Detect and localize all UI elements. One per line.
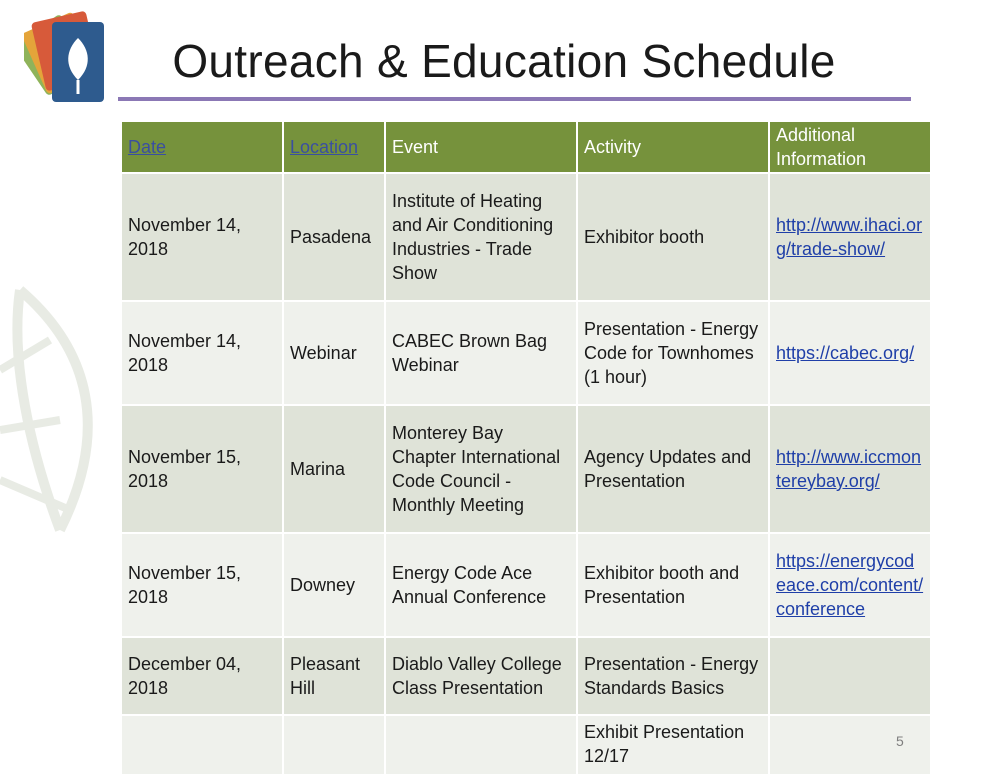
cell-event: Energy Code Ace Annual Conference <box>385 533 577 637</box>
cell-location: Pleasant Hill <box>283 637 385 715</box>
cell-info <box>769 533 931 637</box>
cell-event: Diablo Valley College Class Presentation <box>385 637 577 715</box>
page-title: Outreach & Education Schedule <box>172 35 836 87</box>
cell-info <box>769 173 931 301</box>
cell-location: Downey <box>283 533 385 637</box>
cell-info <box>769 405 931 533</box>
page-number: 5 <box>896 733 904 749</box>
header-event: Event <box>385 121 577 173</box>
header-location[interactable]: Location <box>283 121 385 173</box>
schedule-table <box>120 120 932 776</box>
cell-event: CABEC Brown Bag Webinar <box>385 301 577 405</box>
table-row <box>121 533 931 637</box>
cell-location: Webinar <box>283 301 385 405</box>
cell-date: December 04, 2018 <box>121 637 283 715</box>
cell-info <box>769 301 931 405</box>
table-row <box>121 715 931 775</box>
info-link[interactable]: https://energycodeace.com/content/conference <box>776 551 924 619</box>
cell-activity: Presentation - Energy Standards Basics <box>577 637 769 715</box>
cell-date: November 15, 2018 <box>121 405 283 533</box>
cell-date <box>121 715 283 775</box>
table-row <box>121 173 931 301</box>
table-row <box>121 405 931 533</box>
cell-activity: Exhibitor booth <box>577 173 769 301</box>
table-header-row <box>121 121 931 173</box>
info-link[interactable]: https://cabec.org/ <box>776 343 915 363</box>
cell-location: Pasadena <box>283 173 385 301</box>
cell-event <box>385 715 577 775</box>
cell-activity: Agency Updates and Presentation <box>577 405 769 533</box>
header-additional-info: Additional Information <box>769 121 931 173</box>
info-link[interactable]: http://www.ihaci.org/trade-show/ <box>776 215 923 259</box>
info-link[interactable]: http://www.iccmontereybay.org/ <box>776 447 922 491</box>
header-activity: Activity <box>577 121 769 173</box>
cell-event: Monterey Bay Chapter International Code Council - Monthly Meeting <box>385 405 577 533</box>
table-row <box>121 301 931 405</box>
cell-info <box>769 715 931 775</box>
leaf-outline-decoration-icon <box>0 280 120 540</box>
cell-activity: Exhibit Presentation 12/17 <box>577 715 769 775</box>
table-row <box>121 637 931 715</box>
cell-date: November 14, 2018 <box>121 301 283 405</box>
cell-info <box>769 637 931 715</box>
cell-event: Institute of Heating and Air Conditioning Industries - Trade Show <box>385 173 577 301</box>
cell-activity: Presentation - Energy Code for Townhomes (1 hour) <box>577 301 769 405</box>
cell-location <box>283 715 385 775</box>
cell-location: Marina <box>283 405 385 533</box>
header-date[interactable]: Date <box>121 121 283 173</box>
cell-date: November 15, 2018 <box>121 533 283 637</box>
cell-activity: Exhibitor booth and Presentation <box>577 533 769 637</box>
cell-date: November 14, 2018 <box>121 173 283 301</box>
title-divider <box>118 97 911 101</box>
